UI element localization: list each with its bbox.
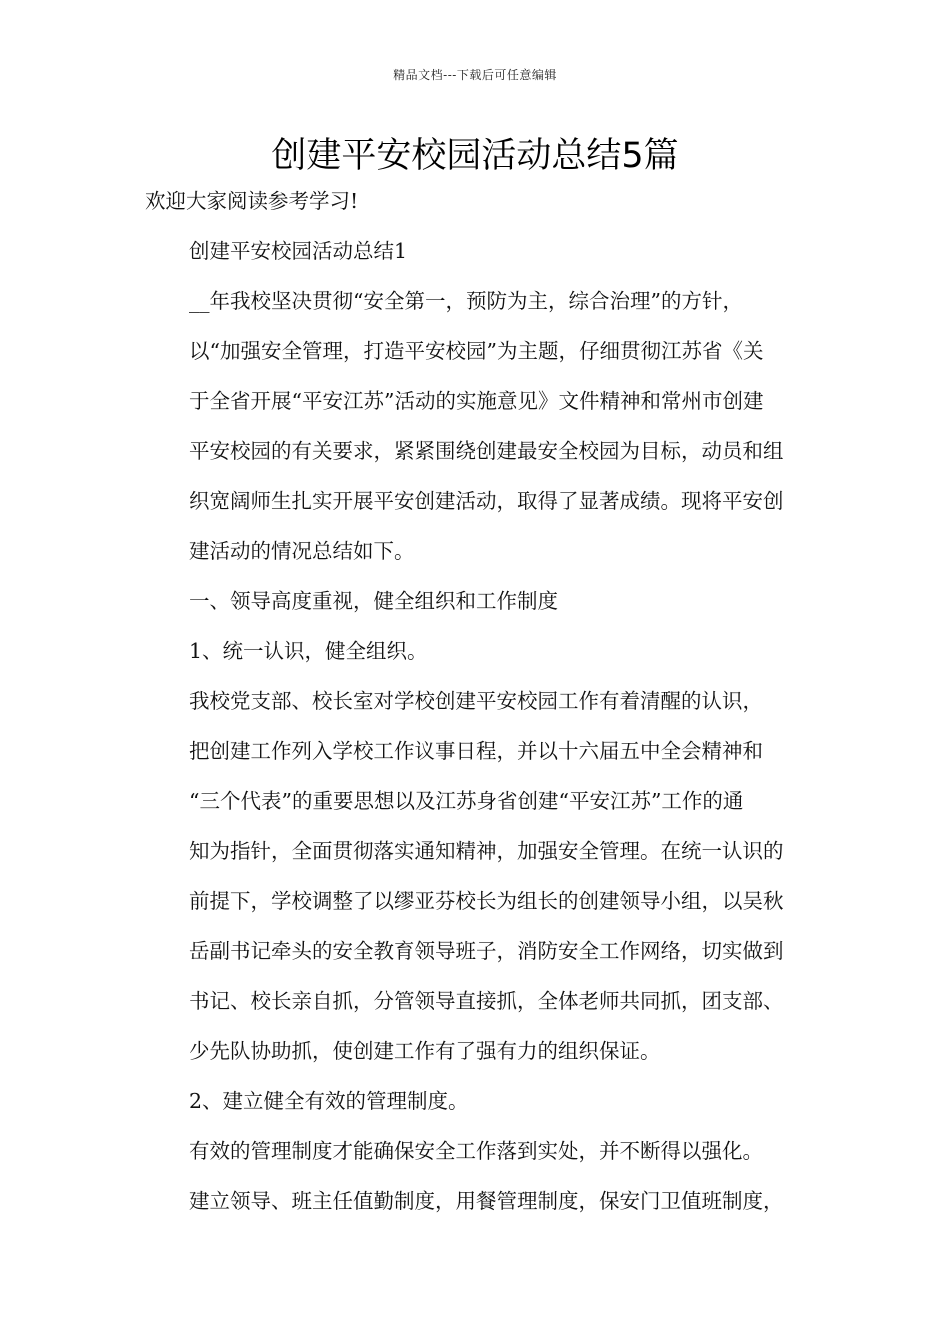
paragraph-line: 有效的管理制度才能确保安全工作落到实处，并不断得以强化。: [189, 1139, 763, 1163]
paragraph-line: 1、统一认识，健全组织。: [189, 639, 428, 663]
paragraph-line: 2、建立健全有效的管理制度。: [189, 1089, 469, 1113]
paragraph-line: 以“加强安全管理，打造平安校园”为主题，仔细贯彻江苏省《关: [189, 339, 764, 363]
header-note: 精品文档---下载后可任意编辑: [393, 68, 557, 82]
paragraph-line: 前提下，学校调整了以缪亚芬校长为组长的创建领导小组，以吴秋: [189, 889, 784, 913]
paragraph-line: 欢迎大家阅读参考学习!: [145, 189, 359, 213]
paragraph-line: 于全省开展“平安江苏”活动的实施意见》文件精神和常州市创建: [189, 389, 764, 413]
paragraph: [145, 1076, 825, 1126]
paragraph: [145, 1126, 825, 1226]
paragraph: [145, 226, 825, 276]
paragraph-line: 知为指针，全面贯彻落实通知精神，加强安全管理。在统一认识的: [189, 839, 784, 863]
paragraph-line: 织宽阔师生扎实开展平安创建活动，取得了显著成绩。现将平安创: [189, 489, 784, 513]
document-body: [145, 176, 825, 1226]
document-title: 创建平安校园活动总结5篇: [271, 136, 679, 176]
paragraph-line: 平安校园的有关要求，紧紧围绕创建最安全校园为目标，动员和组: [189, 439, 784, 463]
paragraph-line: “三个代表”的重要思想以及江苏身省创建“平安江苏”工作的通: [189, 789, 744, 813]
paragraph-line: 我校党支部、校长室对学校创建平安校园工作有着清醒的认识，: [189, 689, 763, 713]
paragraph-line: 把创建工作列入学校工作议事日程，并以十六届五中全会精神和: [189, 739, 763, 763]
paragraph: [145, 626, 825, 676]
paragraph-line: 书记、校长亲自抓，分管领导直接抓，全体老师共同抓，团支部、: [189, 989, 784, 1013]
paragraph-line: 少先队协助抓，使创建工作有了强有力的组织保证。: [189, 1039, 661, 1063]
paragraph-line: 建立领导、班主任值勤制度，用餐管理制度，保安门卫值班制度，: [189, 1189, 784, 1213]
paragraph-line: 建活动的情况总结如下。: [189, 539, 415, 563]
paragraph-line: __年我校坚决贯彻“安全第一，预防为主，综合治理”的方针，: [189, 289, 743, 313]
paragraph-line: 岳副书记牵头的安全教育领导班子，消防安全工作网络，切实做到: [189, 939, 784, 963]
paragraph-line: 创建平安校园活动总结1: [189, 239, 408, 263]
paragraph: [145, 276, 825, 576]
paragraph: [145, 576, 825, 626]
paragraph-line: 一、领导高度重视，健全组织和工作制度: [189, 589, 558, 613]
paragraph: [145, 176, 825, 226]
paragraph: [145, 676, 825, 1076]
